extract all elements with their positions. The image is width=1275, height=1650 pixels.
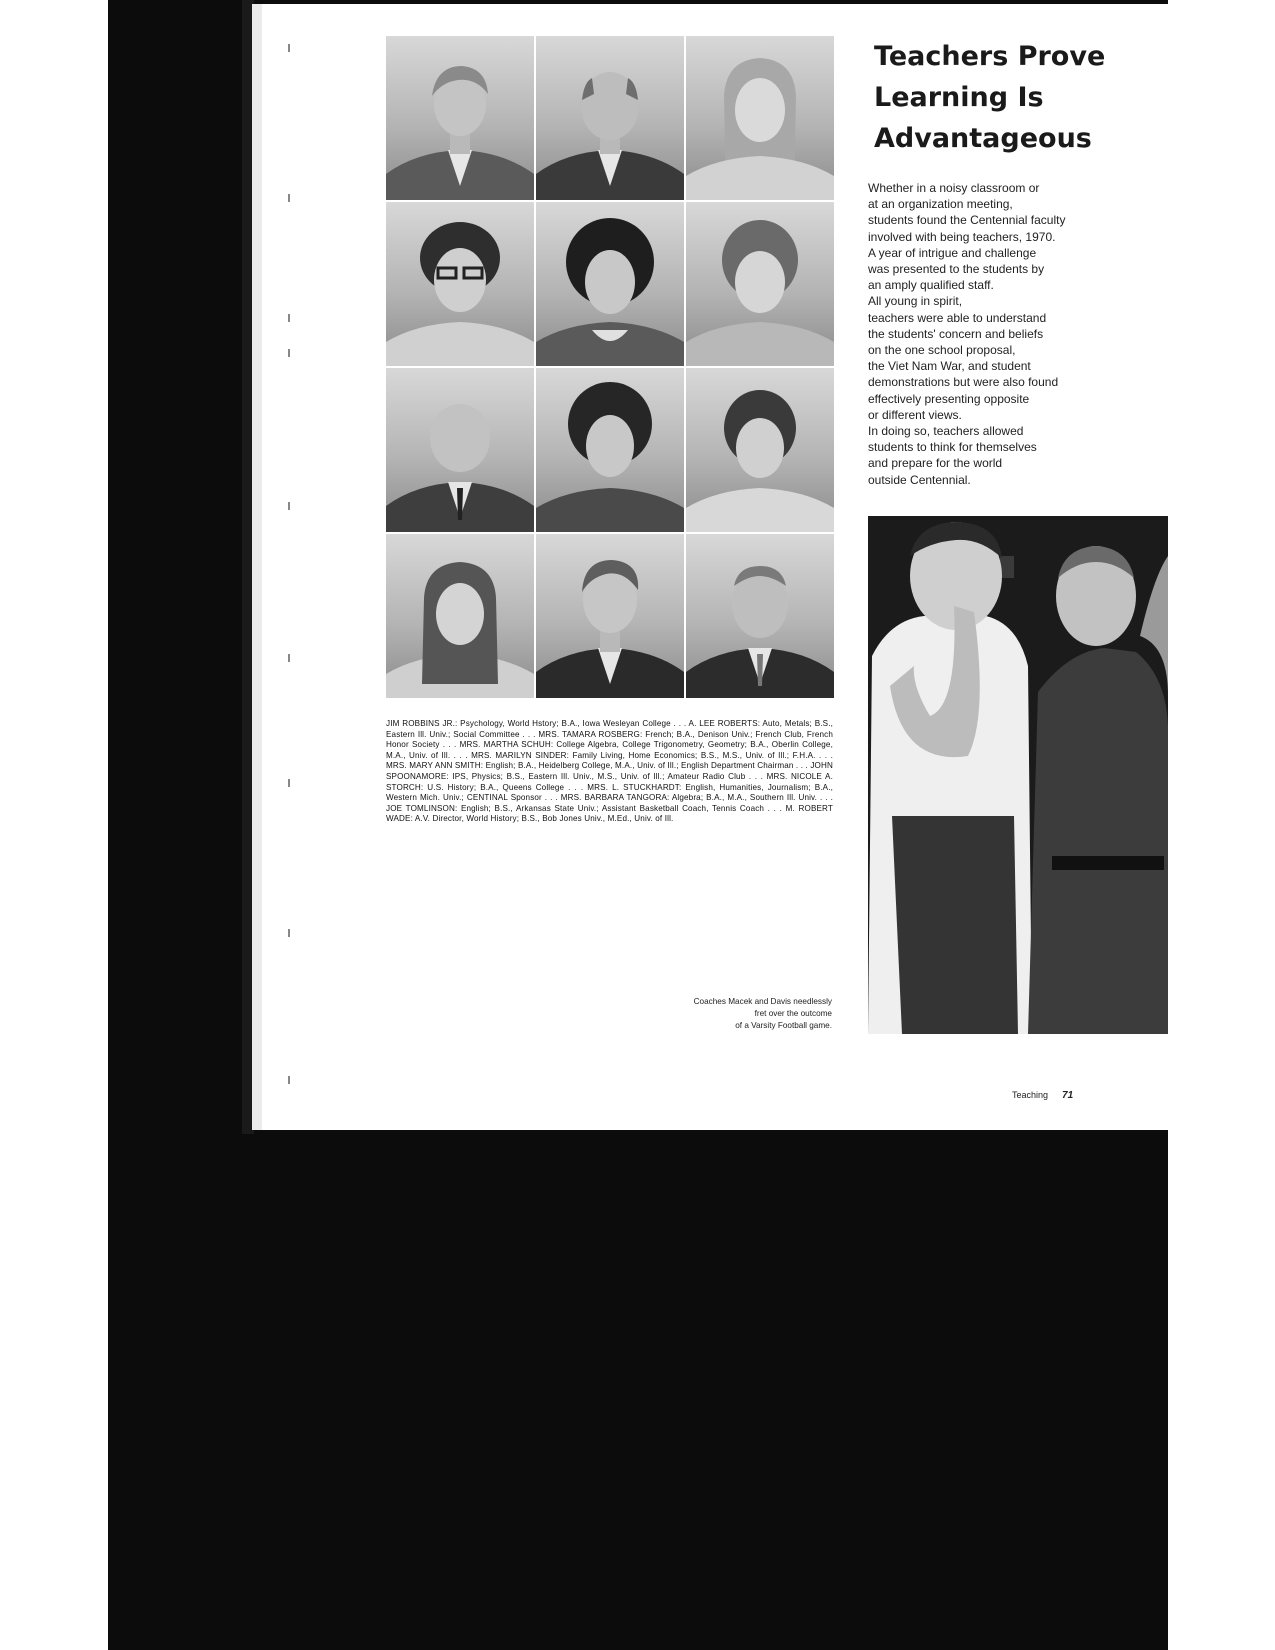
portrait-figure	[686, 36, 834, 200]
portrait-figure	[386, 202, 534, 366]
portrait-figure	[386, 368, 534, 532]
scan-mark	[288, 44, 290, 52]
intro-line: In doing so, teachers allowed	[868, 424, 1024, 439]
scan-mark	[288, 654, 290, 662]
scan-mark	[288, 194, 290, 202]
intro-line: teachers were able to understand	[868, 310, 1047, 325]
intro-line: students found the Centennial faculty	[868, 213, 1066, 228]
portrait-photo	[536, 534, 684, 698]
scanner-margin-left	[0, 0, 108, 1650]
intro-line: and prepare for the world	[868, 456, 1003, 471]
portrait-photo	[536, 368, 684, 532]
intro-line: the students' concern and beliefs	[868, 326, 1044, 341]
faculty-portrait-grid	[386, 36, 834, 698]
scan-mark	[288, 929, 290, 937]
caption-line: of a Varsity Football game.	[735, 1021, 832, 1030]
portrait-figure	[386, 36, 534, 200]
intro-line: All young in spirit,	[868, 294, 963, 309]
intro-line: A year of intrigue and challenge	[868, 245, 1037, 260]
portrait-photo	[686, 202, 834, 366]
folio-page-number: 71	[1062, 1090, 1074, 1101]
portrait-figure	[386, 534, 534, 698]
intro-line: demonstrations but were also found	[868, 375, 1059, 390]
caption-line: Coaches Macek and Davis needlessly	[693, 997, 832, 1006]
portrait-figure	[536, 368, 684, 532]
scan-mark	[288, 314, 290, 322]
intro-line: outside Centennial.	[868, 472, 971, 487]
portrait-figure	[536, 534, 684, 698]
portrait-photo	[686, 368, 834, 532]
article-headline	[874, 36, 1164, 159]
photo-caption	[582, 996, 832, 1032]
intro-paragraph	[868, 180, 1168, 488]
intro-line: at an organization meeting,	[868, 197, 1013, 212]
scan-mark	[288, 502, 290, 510]
faculty-bio-text: JIM ROBBINS JR.: Psychology, World Hstory; B.A., Iowa Wesleyan College . . . A. LEE ROBERTS: Auto, Metals; B.S., Eastern Ill. Univ.; Social Committee . . . MRS. TAMARA ROSBERG: French; B.A., Denison Univ.; French Club, French Honor Society . . . MRS. MARTHA SCHUH: College Algebra, College Trigonometry, Geometry; B.A., Oberlin College, M.A., Univ. of Ill. . . . MRS. MARILYN SINDER: Family Living, Home Economics; B.S., M.S., Univ. of Ill.; F.H.A. . . . MRS. MARY ANN SMITH: English; B.A., Heidelberg College, M.A., Univ. of Ill.; English Department Chairman . . . JOHN SPOONAMORE: IPS, Physics; B.S., Eastern Ill. Univ., M.S., Univ. of Ill.; Amateur Radio Club . . . MRS. NICOLE A. STORCH: U.S. History; B.A., Queens College . . . MRS. L. STUCKHARDT: English, Humanities, Journalism; B.A., Western Mich. Univ.; CENTINAL Sponsor . . . MRS. BARBARA TANGORA: Algebra; B.A., M.A., Southern Ill. Univ. . . . JOE TOMLINSON: English; B.S., Arkansas State Univ.; Assistant Basketball Coach, Tennis Coach . . . M. ROBERT WADE: A.V. Director, World History; B.S., Bob Jones Univ., M.Ed., Univ. of Ill.	[386, 719, 833, 824]
intro-line: students to think for themselves	[868, 440, 1037, 455]
portrait-photo	[686, 534, 834, 698]
headline-line: Learning Is	[874, 82, 1044, 113]
intro-line: an amply qualified staff.	[868, 278, 994, 293]
folio-section: Teaching	[1012, 1090, 1049, 1100]
headline-line: Teachers Prove	[874, 41, 1106, 72]
portrait-photo	[386, 534, 534, 698]
intro-line: or different views.	[868, 407, 962, 422]
page-folio	[1012, 1090, 1073, 1101]
portrait-photo	[536, 202, 684, 366]
portrait-figure	[686, 368, 834, 532]
coaches-photo	[868, 516, 1168, 1034]
intro-line: effectively presenting opposite	[868, 391, 1030, 406]
portrait-photo	[386, 36, 534, 200]
intro-line: the Viet Nam War, and student	[868, 359, 1031, 374]
intro-line: was presented to the students by	[868, 262, 1045, 277]
intro-line: on the one school proposal,	[868, 343, 1016, 358]
intro-line: Whether in a noisy classroom or	[868, 181, 1040, 195]
intro-line: involved with being teachers, 1970.	[868, 229, 1056, 244]
portrait-photo	[536, 36, 684, 200]
portrait-figure	[686, 202, 834, 366]
portrait-figure	[536, 202, 684, 366]
portrait-photo	[386, 202, 534, 366]
scan-mark	[288, 1076, 290, 1084]
portrait-figure	[686, 534, 834, 698]
portrait-photo	[386, 368, 534, 532]
portrait-photo	[686, 36, 834, 200]
scan-mark	[288, 779, 290, 787]
coaches-figure	[868, 516, 1168, 1034]
yearbook-page	[262, 4, 1168, 1130]
headline-line: Advantageous	[874, 123, 1092, 154]
caption-line: fret over the outcome	[754, 1009, 832, 1018]
scanner-margin-right	[1168, 0, 1275, 1650]
portrait-figure	[536, 36, 684, 200]
scan-mark	[288, 349, 290, 357]
